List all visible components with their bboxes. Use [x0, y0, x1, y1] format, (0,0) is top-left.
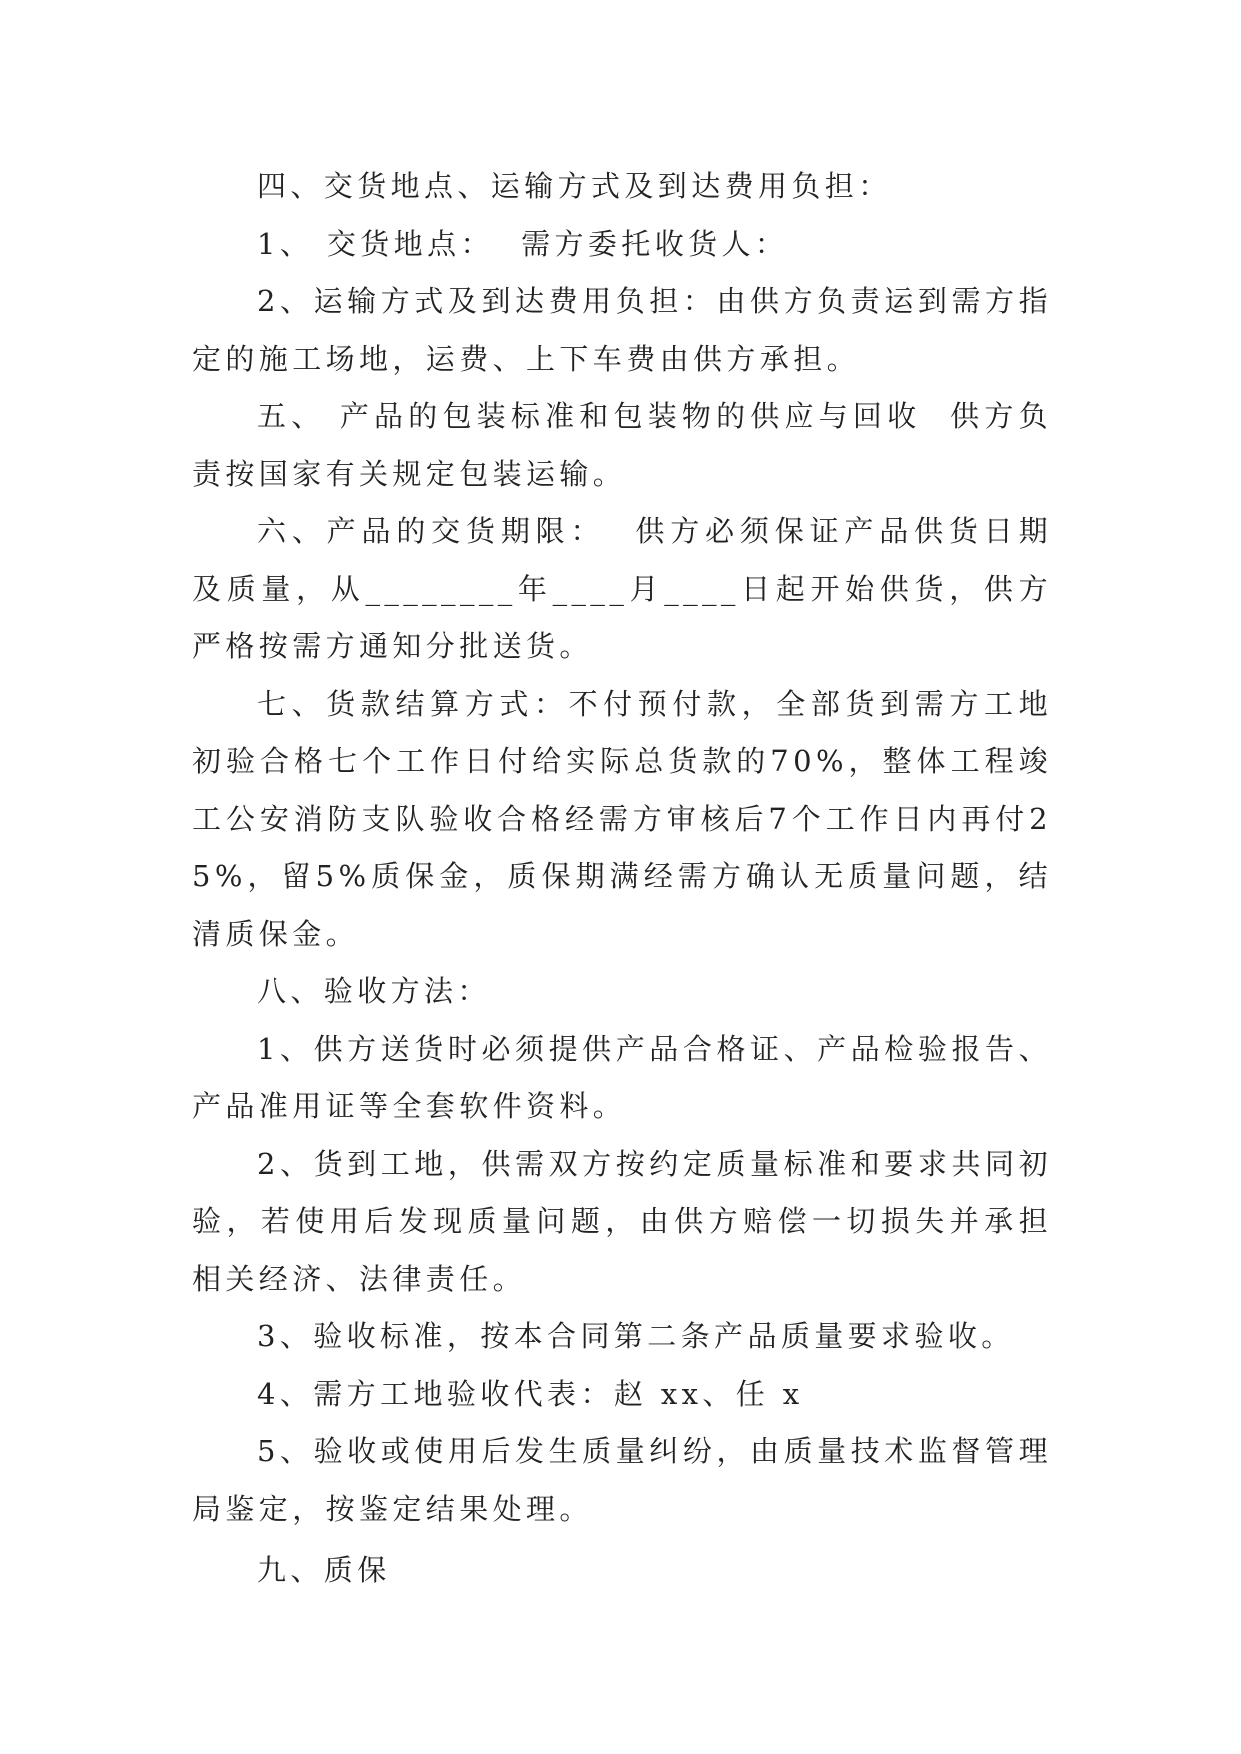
- document-body: [192, 158, 1052, 1600]
- paragraph-delivery-period: 六、产品的交货期限： 供方必须保证产品供货日期及质量，从________年____月____日起开始供货，供方严格按需方通知分批送货。: [192, 514, 1052, 663]
- paragraph-delivery-place: 1、 交货地点： 需方委托收货人：: [257, 226, 789, 261]
- paragraph-acceptance-heading: 八、验收方法：: [257, 974, 491, 1008]
- paragraph-transport-cost: 2、运输方式及到达费用负担：由供方负责运到需方指定的施工场地，运费、上下车费由供方承担。: [192, 284, 1052, 376]
- paragraph-acceptance-item-3: 3、验收标准，按本合同第二条产品质量要求验收。: [257, 1319, 1015, 1353]
- paragraph-delivery-heading: 四、交货地点、运输方式及到达费用负担：: [257, 169, 892, 203]
- paragraph-acceptance-item-2: 2、货到工地，供需双方按约定质量标准和要求共同初验，若使用后发现质量问题，由供方赔偿一切损失并承担相关经济、法律责任。: [192, 1146, 1052, 1296]
- paragraph-warranty-heading: 九、质保: [257, 1553, 391, 1587]
- paragraph-acceptance-item-4: 4、需方工地验收代表：赵 xx、任 x: [257, 1376, 804, 1411]
- paragraph-payment-terms: 七、货款结算方式：不付预付款，全部货到需方工地初验合格七个工作日付给实际总货款的70%，整体工程竣工公安消防支队验收合格经需方审核后7个工作日内再付25%，留5%质保金，质保期满经需方确认无质量问题，结清质保金。: [192, 686, 1052, 951]
- paragraph-packaging: 五、 产品的包装标准和包装物的供应与回收 供方负责按国家有关规定包装运输。: [192, 399, 1052, 491]
- paragraph-acceptance-item-1: 1、供方送货时必须提供产品合格证、产品检验报告、产品准用证等全套软件资料。: [192, 1031, 1052, 1123]
- paragraph-acceptance-item-5: 5、验收或使用后发生质量纠纷，由质量技术监督管理局鉴定，按鉴定结果处理。: [192, 1434, 1052, 1526]
